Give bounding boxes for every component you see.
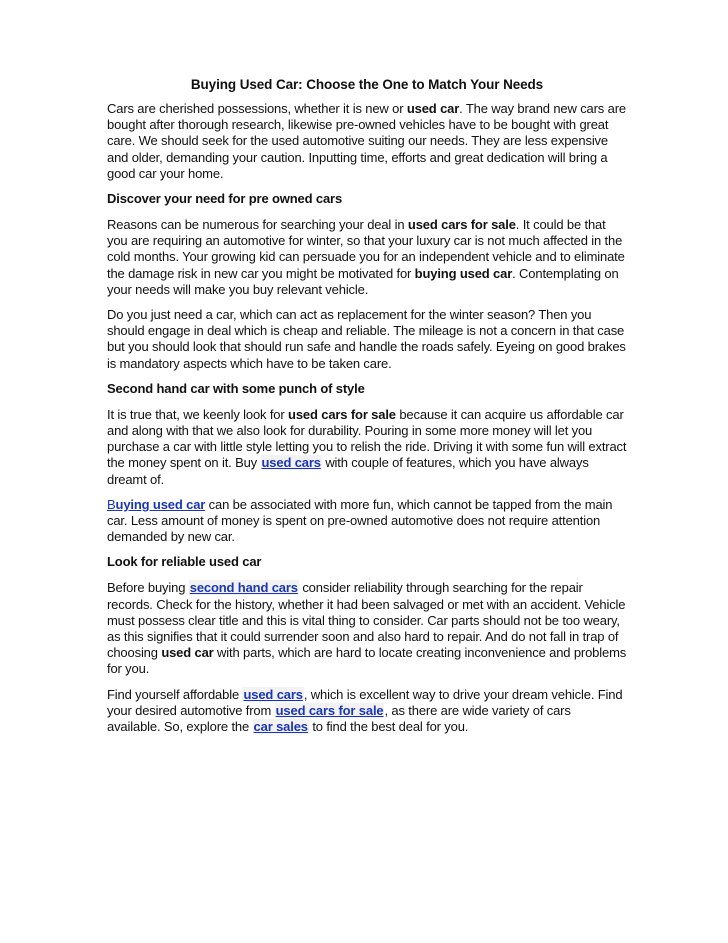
section2-paragraph-2: [107, 497, 627, 546]
section3-paragraph-2: [107, 687, 627, 736]
text: with parts, which are hard to locate creating inconvenience and problems for you.: [107, 645, 627, 677]
section-heading-second-hand-style: Second hand car with some punch of style: [107, 380, 365, 396]
link-used-cars[interactable]: used cars: [261, 455, 321, 471]
link-buying-used-car[interactable]: [107, 497, 205, 512]
link-rest: uying used car: [115, 496, 206, 512]
link-second-hand-cars[interactable]: second hand cars: [189, 580, 298, 596]
section-heading-reliable-used-car: Look for reliable used car: [107, 554, 262, 570]
text: , which is excellent way to drive your dream vehicle. Find your desired automotive from: [107, 686, 623, 718]
section1-paragraph-1: [107, 217, 627, 298]
text: Reasons can be numerous for searching your deal in: [107, 217, 408, 233]
intro-paragraph: [107, 101, 627, 182]
bold-keyword: used car: [406, 101, 460, 116]
text: with couple of features, which you have always dreamt of.: [107, 455, 589, 487]
text: . It could be that you are requiring an automotive for winter, so that your luxury car is not much affected in the cold months. Your growing kid can persuade you for an independent vehicle and to eliminate the damage risk in new car you might be motivated for: [107, 217, 625, 281]
document-page: [107, 77, 627, 744]
link-used-cars-for-sale[interactable]: used cars for sale: [275, 702, 384, 718]
text: . The way brand new cars are bought after thorough research, likewise pre-owned vehicles have to be bought with great care. We should seek for the used automotive suiting our needs. They are less expensive and older, demanding your caution. Inputting time, efforts and great dedication will bring a good car your home.: [107, 101, 626, 181]
text: Find yourself affordable: [107, 686, 243, 702]
link-used-cars-2[interactable]: used cars: [243, 686, 303, 702]
text: , as there are wide variety of cars available. So, explore the: [107, 702, 571, 735]
section1-paragraph-2: Do you just need a car, which can act as replacement for the winter season? Then you should engage in deal which is cheap and reliable. The mileage is not a concern in that case but you should look that should run safe and handle the roads safely. Eyeing on good brakes is mandatory aspects which have to be taken care.: [107, 307, 626, 371]
text: Cars are cherished possessions, whether it is new or: [107, 101, 407, 116]
link-first-letter: B: [107, 496, 116, 512]
document-title: Buying Used Car: Choose the One to Match Your Needs: [190, 77, 544, 92]
bold-keyword: buying used car: [414, 265, 513, 281]
text: can be associated with more fun, which cannot be tapped from the main car. Less amount of money is spent on pre-owned automotive does not require attention demanded by new car.: [107, 496, 613, 545]
bold-keyword: used car: [161, 645, 214, 661]
bold-keyword: used cars for sale: [407, 217, 516, 233]
section3-paragraph-1: [107, 580, 627, 677]
section2-paragraph-1: [107, 407, 627, 488]
text: to find the best deal for you.: [308, 719, 469, 735]
link-car-sales[interactable]: car sales: [253, 719, 308, 735]
text: . Contemplating on your needs will make you buy relevant vehicle.: [107, 265, 619, 297]
text: because it can acquire us affordable car and along with that we also look for durability. Pouring in some more money will let you purchase a car with little style letting you to relish the ride. Driving it with some fun will extract the money spent on it. Buy: [107, 406, 627, 471]
text: Before buying: [107, 580, 189, 596]
bold-keyword: used cars for sale: [288, 406, 396, 422]
section-heading-discover-need: Discover your need for pre owned cars: [107, 191, 343, 207]
text: It is true that, we keenly look for: [107, 406, 289, 422]
text: consider reliability through searching for the repair records. Check for the history, whether it had been salvaged or met with an accident. Vehicle must possess clear title and this is vital thing to consider. Car parts should not be too weary, as this signifies that it could surrender soon and also hard to repair. And do not fall in trap of choosing: [107, 580, 626, 661]
